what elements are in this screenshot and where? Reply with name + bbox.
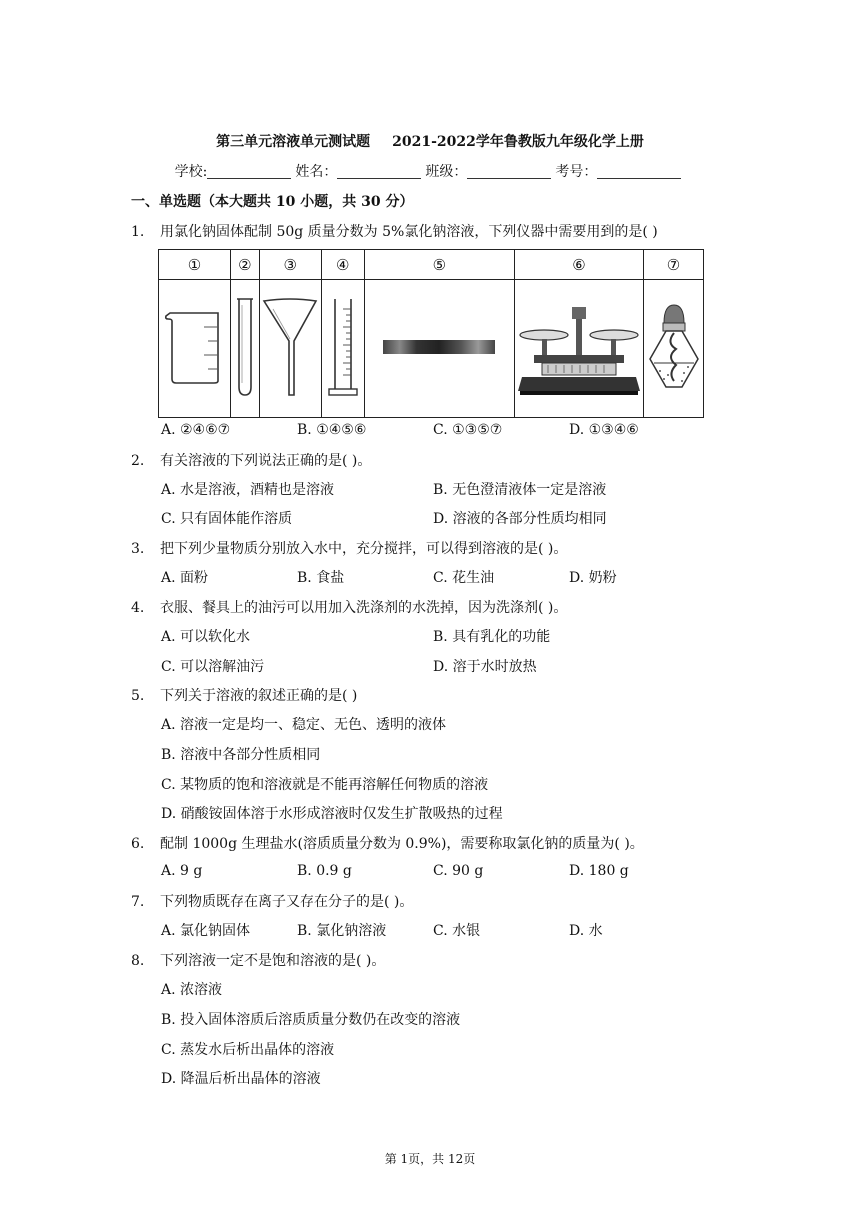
q6-option-a: A. 9 g <box>161 863 203 879</box>
question-4 <box>131 597 567 617</box>
question-number: 3. <box>131 541 145 557</box>
graduated-cylinder-icon <box>325 295 361 399</box>
question-6 <box>131 833 644 853</box>
question-number: 2. <box>131 453 145 469</box>
balance-scale-icon <box>516 297 642 397</box>
info-class-blank <box>467 164 551 179</box>
q1-option-d: D. ①③④⑥ <box>569 422 639 438</box>
q6-option-c: C. 90 g <box>433 863 484 879</box>
q8-option-a: A. 浓溶液 <box>161 982 223 998</box>
info-number-blank <box>597 164 681 179</box>
question-8 <box>131 950 385 970</box>
question-number: 6. <box>131 836 145 852</box>
q4-option-c: C. 可以溶解油污 <box>161 659 265 675</box>
instrument-label-2: ② <box>230 250 259 280</box>
q5-option-d: D. 硝酸铵固体溶于水形成溶液时仅发生扩散吸热的过程 <box>161 806 503 822</box>
q8-option-c: C. 蒸发水后析出晶体的溶液 <box>161 1042 335 1058</box>
balance-image <box>515 280 644 418</box>
student-info-line <box>0 161 860 181</box>
q1-option-c: C. ①③⑤⑦ <box>433 422 503 438</box>
question-number: 5. <box>131 688 145 704</box>
info-name-blank <box>337 164 421 179</box>
info-class-label: 班级： <box>425 164 468 180</box>
q5-option-a: A. 溶液一定是均一、稳定、无色、透明的液体 <box>161 717 447 733</box>
q6-option-b: B. 0.9 g <box>297 863 352 879</box>
question-number: 1. <box>131 224 145 240</box>
q4-option-b: B. 具有乳化的功能 <box>433 629 551 645</box>
title-main: 第三单元溶液单元测试题 <box>216 134 371 150</box>
beaker-image <box>159 280 231 418</box>
question-number: 4. <box>131 600 145 616</box>
title-subtitle: 2021-2022学年鲁教版九年级化学上册 <box>392 134 644 150</box>
funnel-icon <box>261 295 319 399</box>
q5-option-b: B. 溶液中各部分性质相同 <box>161 747 321 763</box>
q7-option-b: B. 氯化钠溶液 <box>297 923 387 939</box>
q7-option-c: C. 水银 <box>433 923 481 939</box>
q2-option-b: B. 无色澄清液体一定是溶液 <box>433 482 607 498</box>
question-text: 配制 1000g 生理盐水(溶质质量分数为 0.9%)，需要称取氯化钠的质量为( )。 <box>160 836 644 852</box>
test-tube-icon <box>233 295 257 399</box>
beaker-icon <box>162 307 226 387</box>
q6-option-d: D. 180 g <box>569 863 629 879</box>
instrument-label-6: ⑥ <box>515 250 644 280</box>
info-name-label: 姓名： <box>295 164 338 180</box>
section-heading: 一、单选题（本大题共 10 小题，共 30 分） <box>131 194 414 210</box>
q2-option-a: A. 水是溶液，酒精也是溶液 <box>161 482 335 498</box>
question-3 <box>131 538 567 558</box>
question-text: 有关溶液的下列说法正确的是( )。 <box>160 453 372 469</box>
q7-option-d: D. 水 <box>569 923 603 939</box>
q8-option-b: B. 投入固体溶质后溶质质量分数仍在改变的溶液 <box>161 1012 461 1028</box>
instrument-label-4: ④ <box>321 250 364 280</box>
q5-option-c: C. 某物质的饱和溶液就是不能再溶解任何物质的溶液 <box>161 777 489 793</box>
glass-rod-image <box>364 280 514 418</box>
q1-option-a: A. ②④⑥⑦ <box>161 422 231 438</box>
question-7 <box>131 891 413 911</box>
question-text: 用氯化钠固体配制 50g 质量分数为 5%氯化钠溶液，下列仪器中需要用到的是( ) <box>160 224 658 240</box>
q3-option-a: A. 面粉 <box>161 570 209 586</box>
q2-option-d: D. 溶液的各部分性质均相同 <box>433 511 607 527</box>
instrument-label-7: ⑦ <box>644 250 704 280</box>
q3-option-b: B. 食盐 <box>297 570 345 586</box>
graduated-cylinder-image <box>321 280 364 418</box>
question-2 <box>131 450 371 470</box>
instrument-label-5: ⑤ <box>364 250 514 280</box>
page-footer: 第 1页，共 12页 <box>384 1152 476 1166</box>
info-school-label: 学校: <box>174 164 208 180</box>
question-text: 下列关于溶液的叙述正确的是( ) <box>160 688 358 704</box>
page-title <box>0 131 860 151</box>
alcohol-lamp-image <box>644 280 704 418</box>
test-tube-image <box>230 280 259 418</box>
q7-option-a: A. 氯化钠固体 <box>161 923 251 939</box>
question-1 <box>131 221 658 241</box>
question-number: 7. <box>131 894 145 910</box>
question-text: 下列溶液一定不是饱和溶液的是( )。 <box>160 953 386 969</box>
q4-option-a: A. 可以软化水 <box>161 629 251 645</box>
q3-option-d: D. 奶粉 <box>569 570 617 586</box>
q1-option-b: B. ①④⑤⑥ <box>297 422 367 438</box>
question-number: 8. <box>131 953 145 969</box>
instrument-label-3: ③ <box>259 250 321 280</box>
instrument-label-1: ① <box>159 250 231 280</box>
question-text: 衣服、餐具上的油污可以用加入洗涤剂的水洗掉，因为洗涤剂( )。 <box>160 600 568 616</box>
question-text: 下列物质既存在离子又存在分子的是( )。 <box>160 894 414 910</box>
q8-option-d: D. 降温后析出晶体的溶液 <box>161 1071 321 1087</box>
q3-option-c: C. 花生油 <box>433 570 495 586</box>
question-5 <box>131 685 357 705</box>
info-school-blank <box>207 164 291 179</box>
alcohol-lamp-icon <box>646 301 702 393</box>
funnel-image <box>259 280 321 418</box>
instrument-table <box>158 249 704 418</box>
q2-option-c: C. 只有固体能作溶质 <box>161 511 293 527</box>
q4-option-d: D. 溶于水时放热 <box>433 659 537 675</box>
glass-rod-icon <box>381 337 497 357</box>
question-text: 把下列少量物质分别放入水中，充分搅拌，可以得到溶液的是( )。 <box>160 541 568 557</box>
info-number-label: 考号： <box>555 164 598 180</box>
